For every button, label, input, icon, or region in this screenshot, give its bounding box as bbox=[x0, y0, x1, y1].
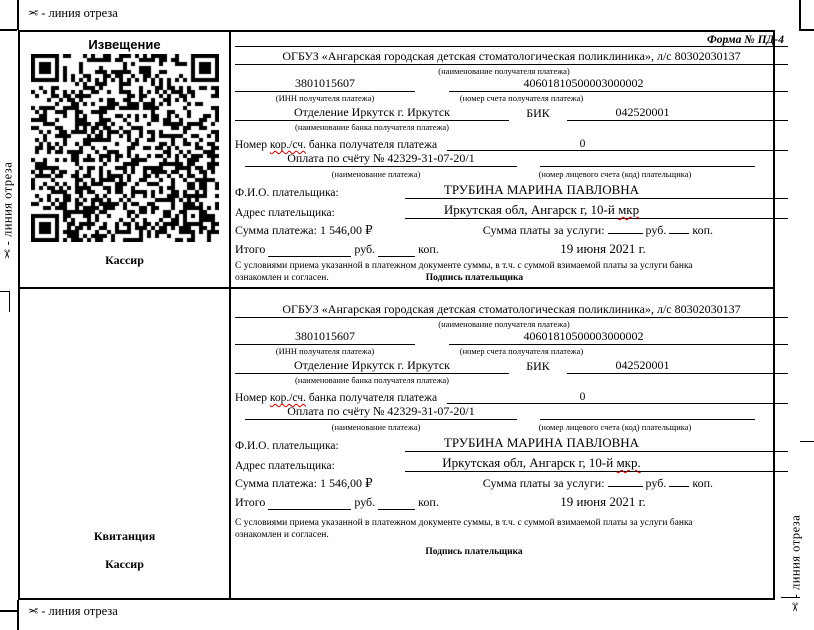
payer-name-value: ТРУБИНА МАРИНА ПАВЛОВНА bbox=[405, 432, 788, 452]
recipient-caption: (наименование получателя платежа) bbox=[438, 319, 570, 329]
agreement-line2: ознакомлен и согласен. bbox=[235, 530, 329, 540]
cut-line-label-top: ✂ - линия отреза bbox=[28, 6, 118, 20]
recipient-name: ОГБУЗ «Ангарская городская детская стоматологическая поликлиника», л/с 80302030137 bbox=[235, 47, 788, 65]
payer-address-row: Адрес плательщика: Иркутская обл, Ангарск г, 10-й мкр. bbox=[235, 452, 773, 472]
bank-caption: (наименование банка получателя платежа) bbox=[295, 375, 449, 385]
misspelled-word: мкр. bbox=[616, 455, 641, 470]
payer-address-row: Адрес плательщика: Иркутская обл, Ангарск г, 10-й мкр bbox=[235, 199, 773, 219]
fee-blank bbox=[669, 474, 689, 487]
scissors-icon: ✂ bbox=[0, 248, 15, 260]
bik-value: 042520001 bbox=[567, 356, 788, 374]
inn-account-captions: (ИНН получателя платежа) (номер счета получателя платежа) bbox=[275, 93, 584, 103]
corr-account-value: 0 bbox=[447, 385, 788, 404]
personal-account-blank bbox=[540, 404, 755, 420]
inn-value: 3801015607 bbox=[235, 76, 415, 92]
bank-name: Отделение Иркутск г. Иркутск bbox=[235, 356, 509, 374]
agreement-text: С условиями приема указанной в платежном документе суммы, в т.ч. с суммой взимаемой платы за услуги банка bbox=[235, 518, 693, 528]
misspelled-word: кор./сч. bbox=[269, 139, 306, 151]
cut-line-label-left: ✂ - линия отреза bbox=[0, 161, 15, 260]
sum-row: Сумма платежа: 1 546,00 ₽ Сумма платы за услуги: руб. коп. bbox=[235, 476, 713, 490]
receipt-right-cell bbox=[231, 289, 773, 598]
payment-form-table bbox=[18, 30, 784, 600]
scissors-icon: ✂ bbox=[788, 601, 803, 613]
inn-account-captions: (ИНН получателя платежа) (номер счета получателя платежа) bbox=[275, 346, 584, 356]
cut-line-label-bottom: ✂ - линия отреза bbox=[28, 604, 118, 618]
corr-account-row: Номер кор./сч. банка получателя платежа 0 bbox=[235, 385, 773, 404]
notice-title: Извещение bbox=[88, 37, 161, 52]
sum-row: Сумма платежа: 1 546,00 ₽ Сумма платы за услуги: руб. коп. bbox=[235, 223, 713, 237]
cut-mark-left-mid-v bbox=[9, 291, 10, 312]
receipt-left-cell bbox=[20, 289, 231, 598]
inn-account-row bbox=[235, 76, 773, 92]
payer-name-value: ТРУБИНА МАРИНА ПАВЛОВНА bbox=[405, 179, 788, 199]
total-blank bbox=[268, 497, 351, 510]
cut-mark-top-left-v bbox=[17, 0, 19, 30]
cut-mark-top-right-h bbox=[801, 29, 814, 31]
cashier-label: Кассир bbox=[105, 557, 144, 571]
purpose-captions: (наименование платежа) (номер лицевого счета (код) плательщика) bbox=[331, 422, 692, 432]
corr-account-value: 0 bbox=[447, 132, 788, 151]
inn-value: 3801015607 bbox=[235, 329, 415, 345]
agreement-text: С условиями приема указанной в платежном документе суммы, в т.ч. с суммой взимаемой платы за услуги банка bbox=[235, 261, 693, 271]
sum-value: 1 546,00 ₽ bbox=[319, 476, 373, 490]
bank-row bbox=[235, 103, 773, 121]
bank-caption: (наименование банка получателя платежа) bbox=[295, 122, 449, 132]
bik-label: БИК bbox=[526, 359, 550, 373]
bik-value: 042520001 bbox=[567, 103, 788, 121]
payer-address-value: Иркутская обл, Ангарск г, 10-й мкр. bbox=[405, 452, 788, 472]
cut-mark-bottom-left-h bbox=[0, 610, 18, 612]
misspelled-word: мкр bbox=[618, 202, 640, 217]
bank-row bbox=[235, 356, 773, 374]
payer-signature-label: Подпись плательщика bbox=[425, 547, 523, 557]
payment-date: 19 июня 2021 г. bbox=[560, 241, 646, 256]
fee-blank bbox=[608, 221, 643, 234]
recipient-name: ОГБУЗ «Ангарская городская детская стоматологическая поликлиника», л/с 80302030137 bbox=[235, 300, 788, 318]
notice-section bbox=[20, 32, 784, 287]
inn-account-row bbox=[235, 329, 773, 345]
payer-signature-label: Подпись плательщика bbox=[425, 273, 524, 283]
payment-purpose-row bbox=[235, 151, 773, 167]
total-blank bbox=[378, 497, 415, 510]
payment-purpose: Оплата по счёту № 42329-31-07-20/1 bbox=[245, 404, 517, 420]
cut-mark-top-left-h bbox=[0, 29, 17, 31]
qr-code bbox=[31, 54, 219, 242]
sum-value: 1 546,00 ₽ bbox=[319, 223, 373, 237]
personal-account-blank bbox=[540, 151, 755, 167]
recipient-caption: (наименование получателя платежа) bbox=[438, 66, 570, 76]
cashier-label: Кассир bbox=[105, 253, 144, 267]
agreement-line2: ознакомлен и согласен. Подпись плательщика bbox=[235, 273, 524, 283]
bik-label: БИК bbox=[526, 106, 550, 120]
notice-right-cell bbox=[231, 32, 784, 287]
payer-name-row: Ф.И.О. плательщика: ТРУБИНА МАРИНА ПАВЛОВНА bbox=[235, 432, 773, 452]
total-blank bbox=[268, 244, 351, 257]
payer-address-value: Иркутская обл, Ангарск г, 10-й мкр bbox=[405, 199, 788, 219]
account-value: 40601810500003000002 bbox=[449, 329, 788, 345]
payment-date: 19 июня 2021 г. bbox=[560, 494, 646, 509]
receipt-title: Квитанция bbox=[93, 529, 156, 543]
form-number: Форма № ПД-4 bbox=[235, 32, 788, 47]
total-row: Итого руб. коп. 19 июня 2021 г. bbox=[235, 491, 773, 510]
payer-name-row: Ф.И.О. плательщика: ТРУБИНА МАРИНА ПАВЛОВНА bbox=[235, 179, 773, 199]
notice-left-cell bbox=[20, 32, 231, 287]
cut-mark-bottom-left-v bbox=[17, 600, 19, 630]
fee-blank bbox=[608, 474, 643, 487]
scissors-icon: ✂ bbox=[28, 6, 39, 20]
scissors-icon: ✂ bbox=[28, 604, 39, 618]
bank-name: Отделение Иркутск г. Иркутск bbox=[235, 103, 509, 121]
total-row: Итого руб. коп. 19 июня 2021 г. bbox=[235, 238, 773, 257]
total-blank bbox=[378, 244, 415, 257]
purpose-captions: (наименование платежа) (номер лицевого счета (код) плательщика) bbox=[331, 169, 692, 179]
payment-purpose-row bbox=[235, 404, 773, 420]
receipt-section bbox=[20, 287, 773, 598]
corr-account-row: Номер кор./сч. банка получателя платежа 0 bbox=[235, 132, 773, 151]
account-value: 40601810500003000002 bbox=[449, 76, 788, 92]
fee-blank bbox=[669, 221, 689, 234]
payment-purpose: Оплата по счёту № 42329-31-07-20/1 bbox=[245, 151, 517, 167]
cut-mark-top-right-v bbox=[799, 0, 801, 31]
cut-line-label-right: ✂ - линия отреза bbox=[788, 514, 803, 613]
misspelled-word: кор./сч. bbox=[269, 392, 306, 404]
